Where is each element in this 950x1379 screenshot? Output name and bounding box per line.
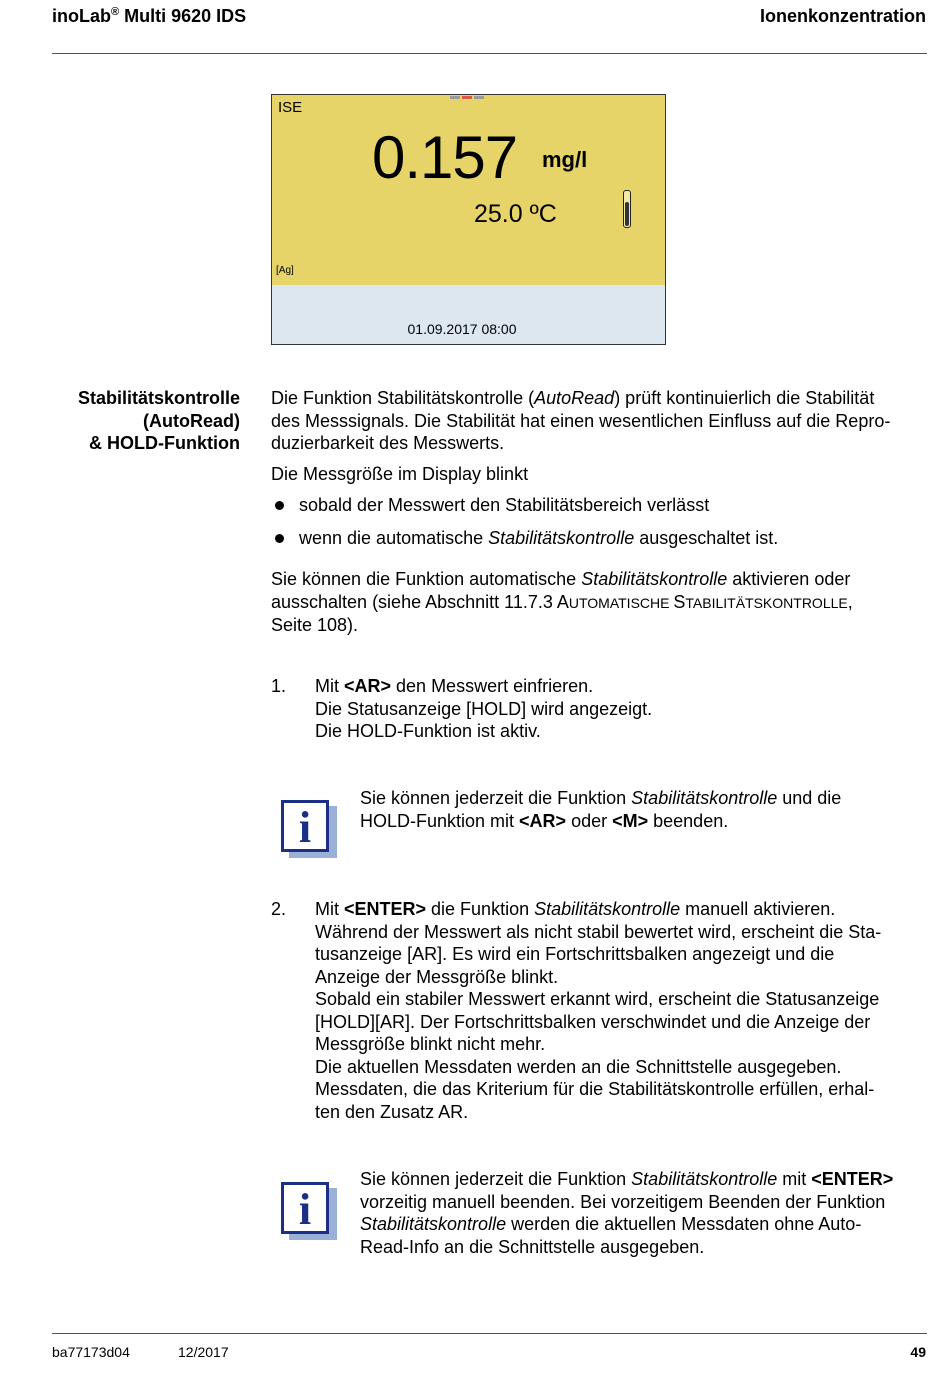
- text: ,: [847, 591, 853, 612]
- display-value: 0.157: [372, 124, 518, 191]
- text: Messdaten, die das Kriterium für die Stabilitätskontrolle erfüllen, erhal-: [315, 1079, 875, 1099]
- bullet-item: [271, 527, 778, 550]
- text-italic: AutoRead: [534, 388, 615, 408]
- note-2-text: [360, 1168, 930, 1258]
- text: oder: [566, 810, 613, 831]
- section-reference: [271, 591, 931, 615]
- text: ) prüft kontinuierlich die Stabilität: [614, 388, 875, 408]
- step-2-text: [315, 898, 925, 1123]
- blink-paragraph: Die Messgröße im Display blinkt: [271, 464, 529, 484]
- side-heading-line: Stabilitätskontrolle: [77, 388, 240, 408]
- display-temperature: 25.0 ºC: [474, 200, 557, 228]
- text: Die Statusanzeige [HOLD] wird angezeigt.: [315, 698, 653, 719]
- status-dot: [474, 96, 484, 99]
- text: Sie können jederzeit die Funktion: [360, 1169, 632, 1189]
- text: Sie können jederzeit die Funktion: [360, 788, 632, 808]
- text: die Funktion: [426, 899, 535, 919]
- text: [HOLD][AR]. Der Fortschrittsbalken verschwindet und die Anzeige der: [315, 1011, 871, 1032]
- footer-rule: [52, 1333, 927, 1334]
- text-italic: Stabilitätskontrolle: [360, 1214, 507, 1234]
- status-dot: [450, 96, 460, 99]
- text: Während der Messwert als nicht stabil bewertet wird, erscheint die Sta-: [315, 921, 882, 942]
- text: A: [556, 591, 569, 612]
- registered-mark: ®: [111, 6, 120, 18]
- side-heading-line: & HOLD-Funktion: [89, 433, 240, 453]
- key-label: <AR>: [519, 810, 567, 831]
- header-product: [52, 6, 246, 27]
- text: tusanzeige [AR]. Es wird ein Fortschrittsbalken angezeigt und die: [315, 944, 835, 964]
- text-italic: Stabilitätskontrolle: [631, 788, 778, 808]
- display-mode: ISE: [278, 99, 303, 116]
- info-icon-box: [281, 800, 329, 852]
- bullet-text: [299, 527, 778, 550]
- text: beenden.: [648, 810, 729, 831]
- text: Die aktuellen Messdaten werden an die Schnittstelle ausgegeben.: [315, 1056, 842, 1077]
- info-glyph: i: [298, 1185, 312, 1234]
- settings-paragraph: [271, 568, 931, 637]
- text-italic: Stabilitätskontrolle: [534, 899, 681, 919]
- text-italic: Stabilitätskontrolle: [631, 1169, 778, 1189]
- text: und die: [777, 788, 842, 808]
- key-label: <ENTER>: [811, 1169, 894, 1189]
- text: mit: [777, 1169, 812, 1189]
- text: Read-Info an die Schnittstelle ausgegeben.: [360, 1236, 705, 1257]
- text: Anzeige der Messgröße blinkt.: [315, 966, 559, 987]
- header-rule: [52, 53, 927, 54]
- product-name: inoLab: [52, 6, 111, 26]
- text: ausgeschaltet ist.: [634, 528, 779, 548]
- status-dots: [450, 96, 484, 99]
- measurement-area: [272, 95, 665, 285]
- info-glyph: i: [298, 803, 312, 852]
- page-number: 49: [910, 1344, 926, 1360]
- display-unit: mg/l: [542, 147, 588, 172]
- text-smallcaps: UTOMATISCHE: [568, 594, 674, 611]
- info-icon: [281, 800, 336, 855]
- text: Mit: [315, 676, 344, 696]
- text: manuell aktivieren.: [680, 899, 836, 919]
- product-model: Multi 9620 IDS: [119, 6, 247, 26]
- text: Sie können die Funktion automatische: [271, 569, 582, 589]
- text: den Messwert einfrieren.: [391, 676, 594, 696]
- info-icon: [281, 1182, 336, 1237]
- key-label: <AR>: [344, 676, 392, 696]
- text: Messgröße blinkt nicht mehr.: [315, 1034, 546, 1054]
- text: wenn die automatische: [299, 528, 489, 548]
- key-label: <ENTER>: [344, 899, 427, 919]
- side-heading: [52, 387, 240, 455]
- bullet-icon: [275, 501, 284, 510]
- text: werden die aktuellen Messdaten ohne Auto-: [506, 1214, 862, 1234]
- footer-date: 12/2017: [178, 1344, 229, 1360]
- text-italic: Stabilitätskontrolle: [488, 528, 635, 548]
- display-datetime: 01.09.2017 08:00: [407, 321, 517, 337]
- side-heading-line: (AutoRead): [143, 410, 240, 431]
- key-label: <M>: [612, 810, 649, 831]
- bullet-text: sobald der Messwert den Stabilitätsbereich verlässt: [299, 495, 710, 515]
- bullet-icon: [275, 534, 284, 543]
- text: ten den Zusatz AR.: [315, 1101, 469, 1122]
- info-icon-box: [281, 1182, 329, 1234]
- text: Seite 108).: [271, 615, 359, 635]
- text: Sobald ein stabiler Messwert erkannt wird, erscheint die Statusanzeige: [315, 989, 880, 1009]
- text: Die HOLD-Funktion ist aktiv.: [315, 721, 541, 741]
- text: vorzeitig manuell beenden. Bei vorzeitigem Beenden der Funktion: [360, 1191, 886, 1212]
- header-section-title: Ionenkonzentration: [760, 6, 926, 26]
- thermometer-icon: [623, 190, 631, 228]
- note-1-text: [360, 787, 920, 832]
- text-smallcaps: TABILITÄTSKONTROLLE: [685, 594, 848, 611]
- device-display: [271, 94, 666, 345]
- text: ausschalten (siehe Abschnitt 11.7.3: [271, 591, 557, 612]
- text-italic: Stabilitätskontrolle: [581, 569, 728, 589]
- text: S: [673, 591, 686, 612]
- intro-paragraph: [271, 387, 931, 455]
- bullet-item: [271, 494, 709, 517]
- text: HOLD-Funktion mit: [360, 810, 520, 831]
- footer-doc-id: ba77173d04: [52, 1344, 130, 1360]
- text: des Messsignals. Die Stabilität hat einen wesentlichen Einfluss auf die Repro-: [271, 410, 891, 431]
- step-number: 2.: [271, 899, 287, 919]
- text: Die Funktion Stabilitätskontrolle (: [271, 388, 535, 408]
- step-1-text: [315, 675, 915, 743]
- status-dot-active: [462, 96, 472, 99]
- text: aktivieren oder: [727, 569, 851, 589]
- step-number: 1.: [271, 676, 287, 696]
- text: duzierbarkeit des Messwerts.: [271, 433, 505, 453]
- display-ion: [Ag]: [276, 265, 294, 276]
- text: Mit: [315, 899, 344, 919]
